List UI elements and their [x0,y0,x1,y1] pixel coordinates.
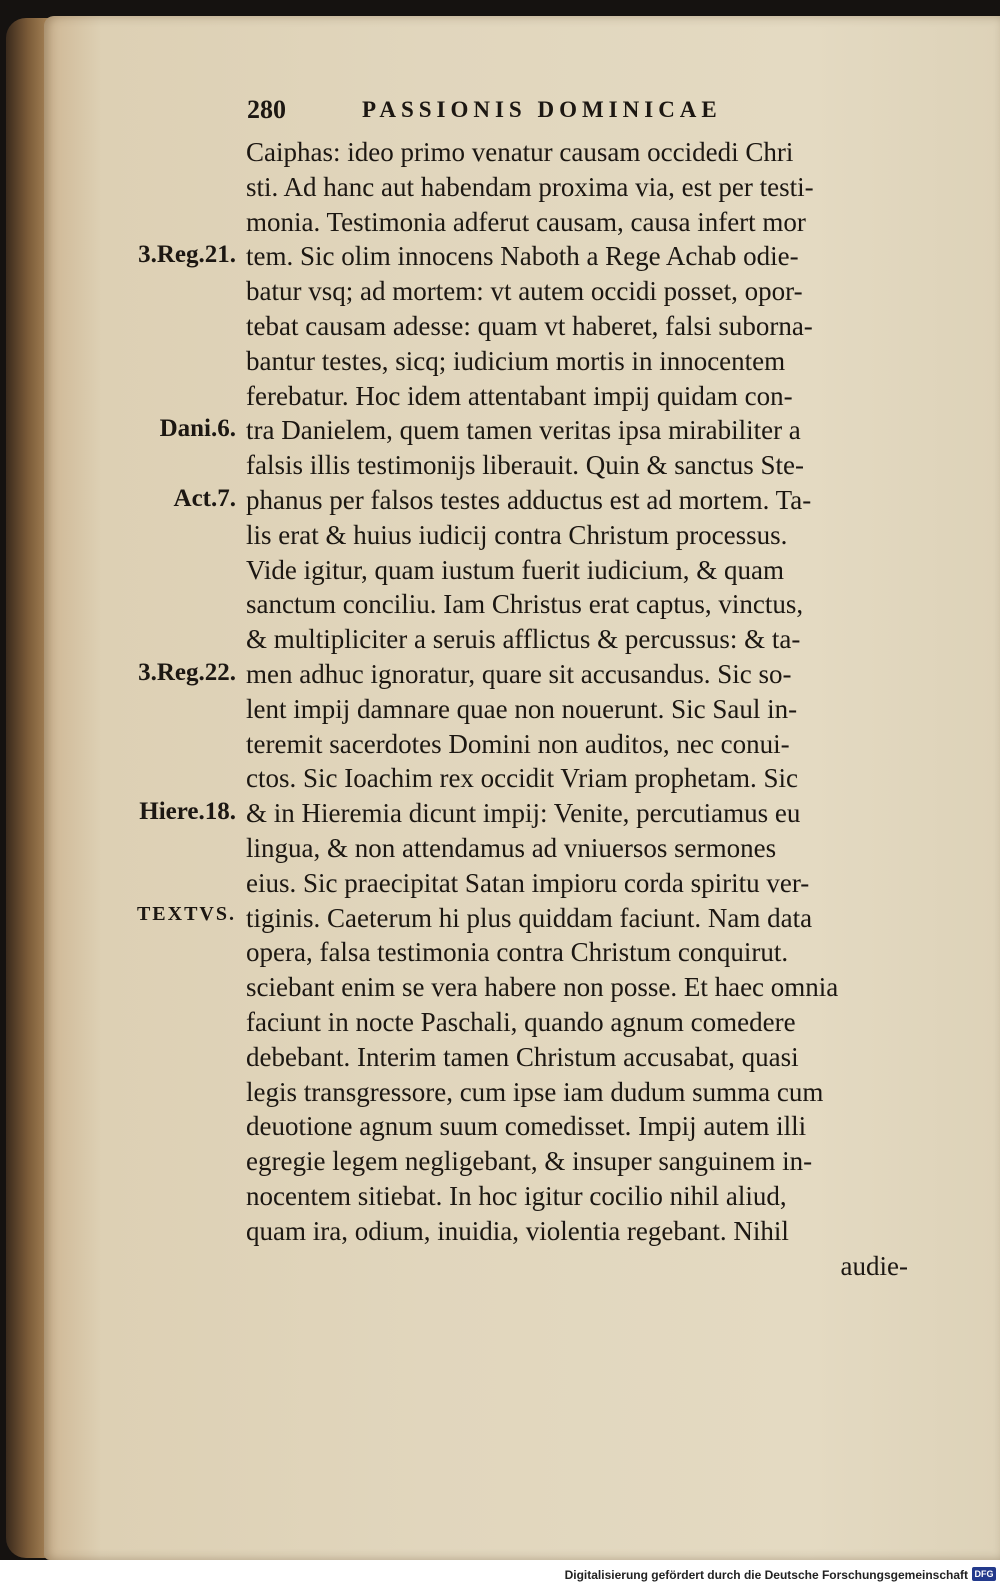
text-line: tem. Sic olim innocens Naboth a Rege Achab odie- [246,241,799,272]
text-line: tra Danielem, quem tamen veritas ipsa mirabiliter a [246,415,801,446]
running-head: PASSIONIS DOMINICAE [362,97,722,122]
text-line: monia. Testimonia adferut causam, causa infert mor [246,206,806,237]
text-line: lent impij damnare quae non nouerunt. Sic Saul in- [246,693,798,724]
text-line: tiginis. Caeterum hi plus quiddam faciunt. Nam data [246,902,813,933]
margin-note: Dani.6. [159,415,236,443]
text-line: & multipliciter a seruis afflictus & percussus: & ta- [246,624,801,655]
margin-note: 3.Reg.22. [138,659,236,686]
text-line: Caiphas: ideo primo venatur causam occidedi Chri [246,137,794,167]
page-number: 280 [247,95,286,124]
text-line: lis erat & huius iudicij contra Christum processus. [246,519,788,550]
body-text [246,135,918,1283]
text-line: sanctum conciliu. Iam Christus erat captus, vinctus, [246,589,804,620]
text-line: lingua, & non attendamus ad vniuersos sermones [246,832,777,863]
text-line: ctos. Sic Ioachim rex occidit Vriam prophetam. Sic [246,763,798,794]
text-line: Vide igitur, quam iustum fuerit iudicium, & quam [246,554,784,585]
text-line: debebant. Interim tamen Christum accusabat, quasi [246,1041,799,1072]
text-line: tebat causam adesse: quam vt haberet, falsi suborna- [246,310,813,341]
text-line: eius. Sic praecipitat Satan impioru corda spiritu ver- [246,867,810,898]
text-line: egregie legem negligebant, & insuper sanguinem in- [246,1146,813,1177]
text-line: falsis illis testimonijs liberauit. Quin & sanctus Ste- [246,450,804,481]
text-line: legis transgressore, cum ipse iam dudum summa cum [246,1076,824,1107]
text-line: men adhuc ignoratur, quare sit accusandus. Sic so- [246,658,792,689]
text-line: & in Hieremia dicunt impij: Venite, percutiamus eu [246,798,801,829]
text-line: batur vsq; ad mortem: vt autem occidi posset, opor- [246,276,803,307]
footer-bar [0,1560,1000,1596]
text-line: bantur testes, sicq; iudicium mortis in innocentem [246,345,786,376]
margin-note: 3.Reg.21. [138,241,236,269]
page-header [247,95,817,131]
text-line: faciunt in nocte Paschali, quando agnum comedere [246,1006,796,1037]
dfg-logo: DFG [972,1567,996,1581]
text-line: deuotione agnum suum comedisset. Impij autem illi [246,1111,807,1142]
text-line: sti. Ad hanc aut habendam proxima via, est per testi- [246,171,814,202]
footer-credit: Digitalisierung gefördert durch die Deutsche Forschungsgemeinschaft [564,1568,968,1582]
text-line: quam ira, odium, inuidia, violentia regebant. Nihil [246,1215,789,1246]
text-line: teremit sacerdotes Domini non auditos, nec conui- [246,728,790,759]
text-line: nocentem sitiebat. In hoc igitur cocilio nihil aliud, [246,1180,787,1211]
margin-note: Act.7. [173,485,236,512]
text-line: phanus per falsos testes adductus est ad mortem. Ta- [246,484,812,515]
margin-note: Hiere.18. [139,798,236,826]
catchword: audie- [840,1250,908,1281]
text-line: sciebant enim se vera habere non posse. Et haec omnia [246,972,839,1003]
text-line: opera, falsa testimonia contra Christum conquirut. [246,937,789,968]
margin-note: TEXTVS. [136,902,236,925]
text-line: ferebatur. Hoc idem attentabant impij quidam con- [246,380,793,411]
